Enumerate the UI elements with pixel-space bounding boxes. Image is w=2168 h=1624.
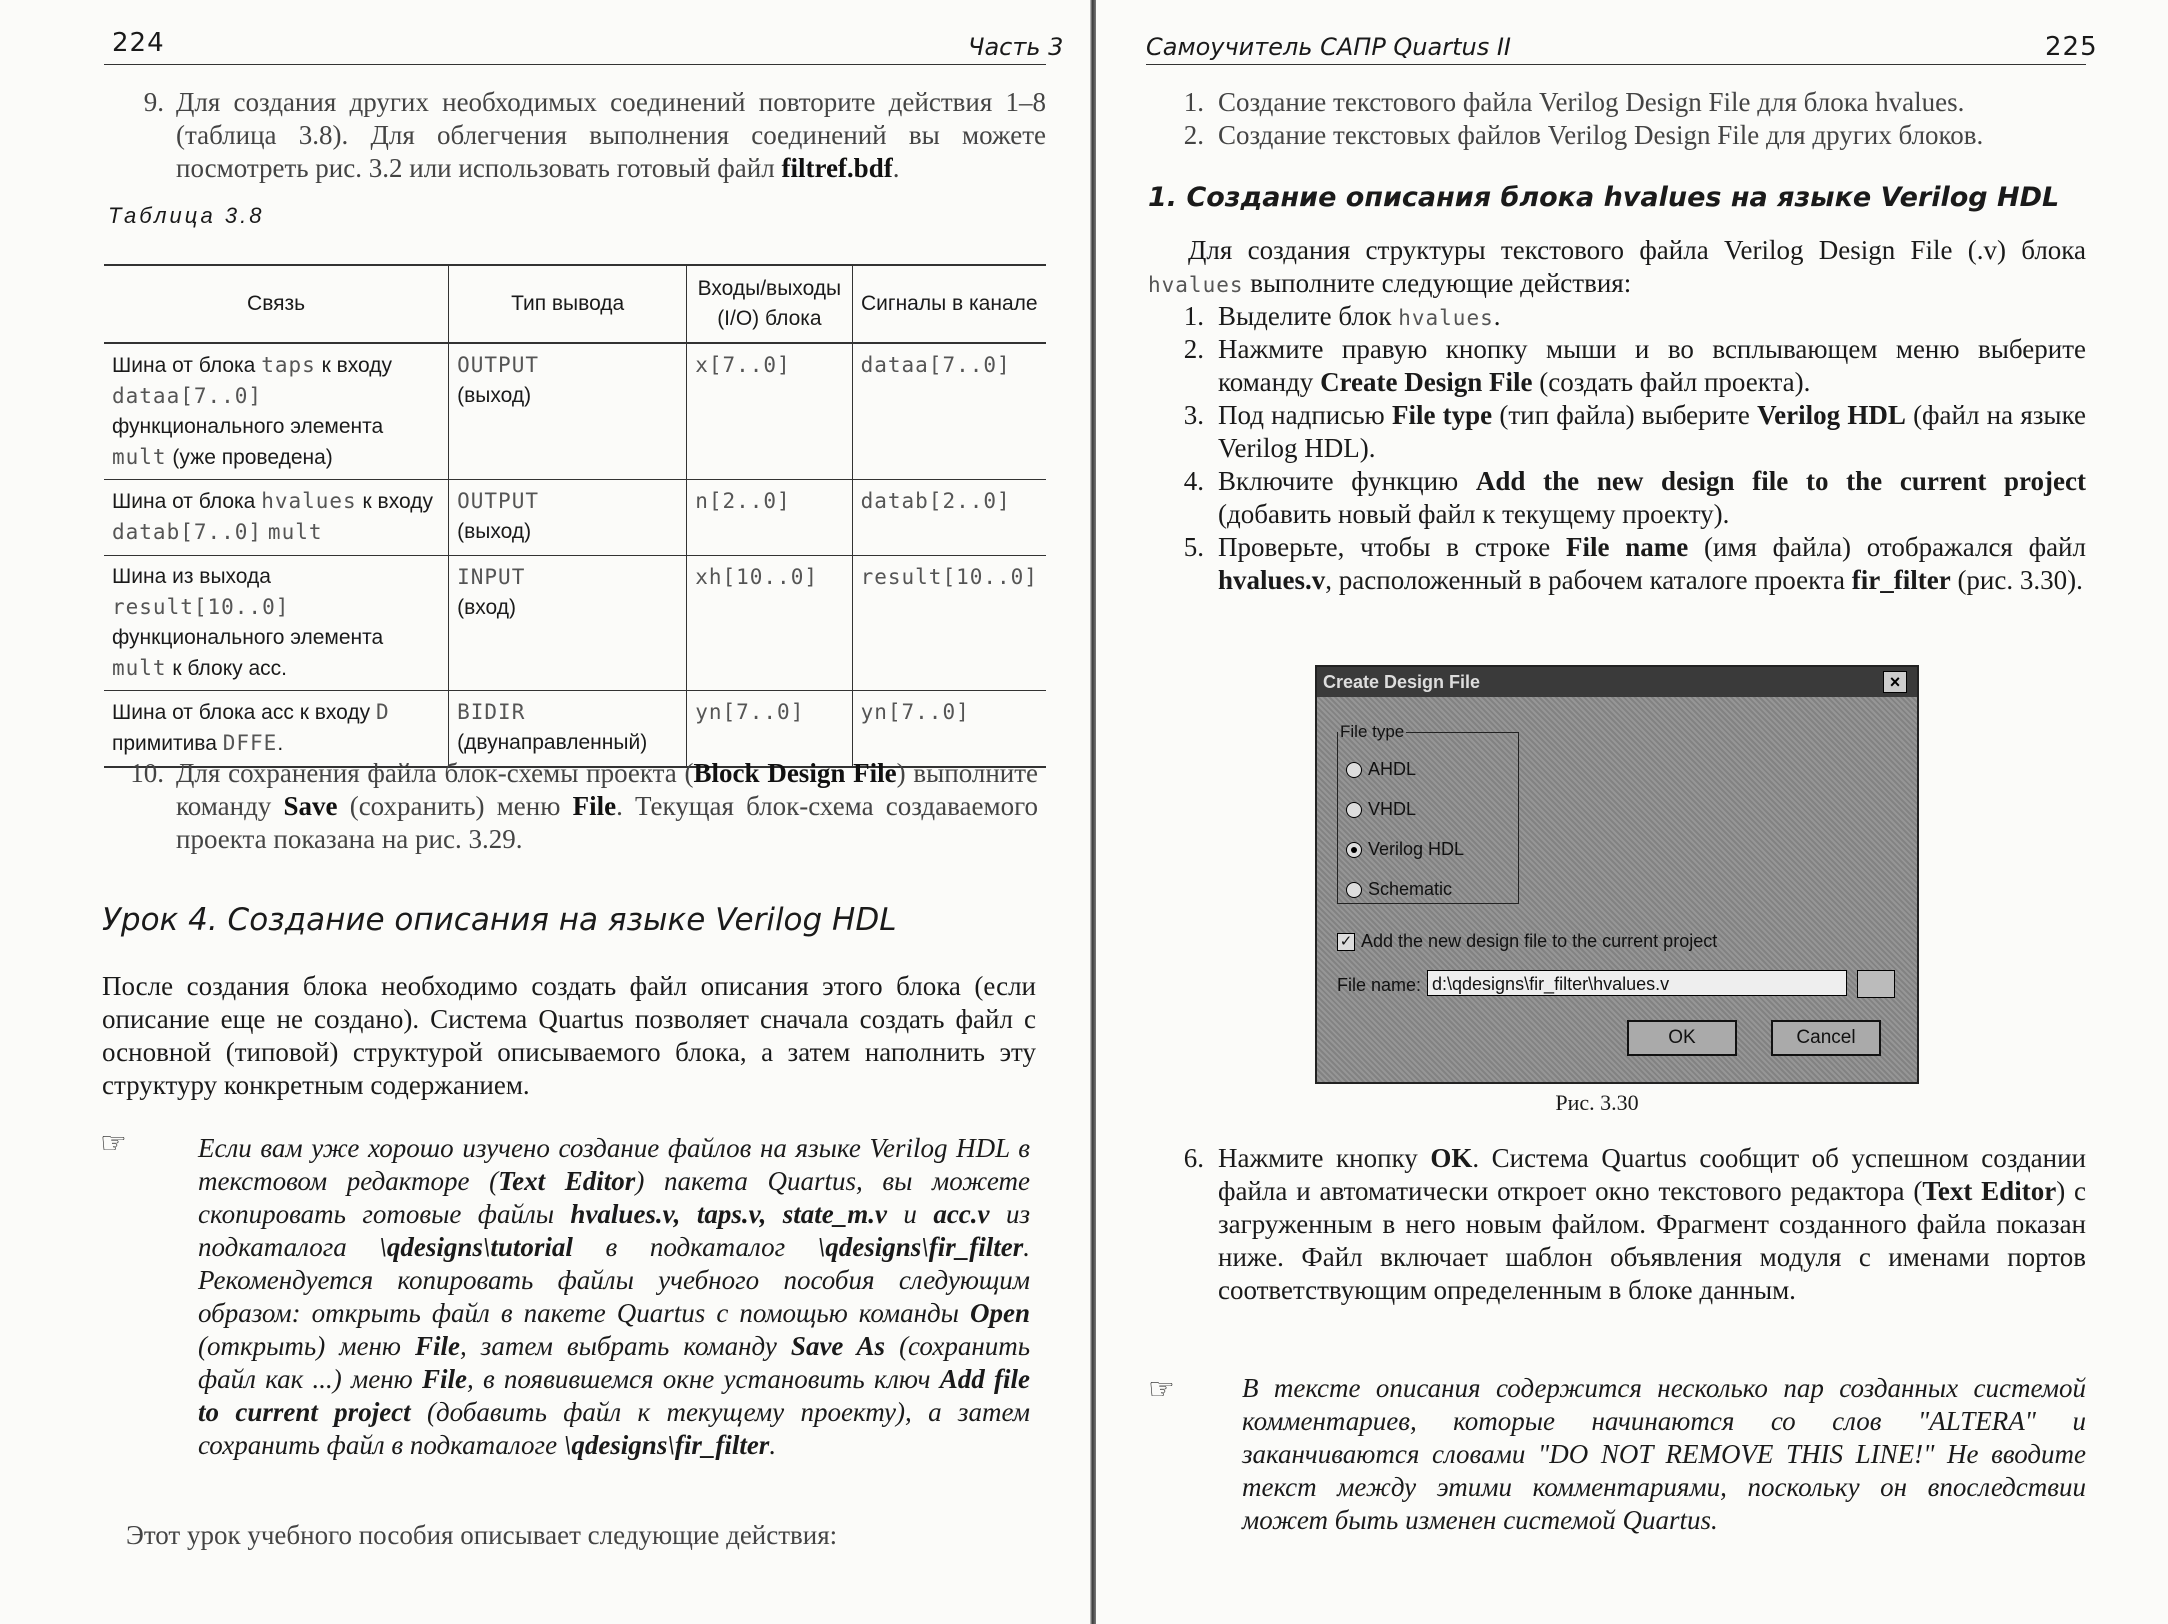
- step-3: 3. Под надписью File type (тип файла) выберите Verilog HDL (файл на языке Verilog HDL).: [1183, 400, 2086, 463]
- item-text: Для создания других необходимых соединений повторите действия 1–8 (таблица 3.8). Для облегчения выполнения соединений вы можете посмотреть рис. 3.2 или использовать готовый файл: [176, 87, 1046, 183]
- pointing-hand-icon: ☞: [1148, 1373, 1175, 1406]
- left-running-head: Часть 3: [968, 33, 1064, 61]
- cell-signal: yn[7..0]: [852, 691, 1046, 767]
- table-row: [104, 556, 1046, 691]
- step-2: 2. Нажмите правую кнопку мыши и во всплывающем меню выберите команду Create Design File (создать файл проекта).: [1183, 334, 2086, 397]
- cell-io: n[2..0]: [687, 480, 852, 556]
- radio-icon: [1346, 762, 1362, 778]
- dialog-title: Create Design File: [1317, 667, 1917, 697]
- cancel-button[interactable]: Cancel: [1771, 1020, 1881, 1056]
- cell-io: yn[7..0]: [687, 691, 852, 767]
- file-type-label: File type: [1340, 722, 1405, 741]
- section-heading: 1. Создание описания блока hvalues на языке Verilog HDL: [1148, 182, 2060, 213]
- note-paragraph: В тексте описания содержится несколько пар созданных системой комментариев, которые начинаются со слов "ALTERA" и заканчиваются словами "DO NOT REMOVE THIS LINE!" Не вводите текст между этими комментариями, поскольку он впоследствии может быть изменен системой Quartus.: [1242, 1373, 2086, 1535]
- file-type-group: [1337, 722, 1519, 904]
- cell-link: Шина из выхода result[10..0] функционального элемента mult к блоку acc.: [104, 556, 449, 691]
- cell-type: INPUT (вход): [449, 556, 687, 691]
- radio-icon: [1346, 802, 1362, 818]
- browse-button[interactable]: [1857, 970, 1895, 998]
- table-caption: Таблица 3.8: [108, 203, 265, 228]
- cell-signal: result[10..0]: [852, 556, 1046, 691]
- pointing-hand-icon: ☞: [100, 1127, 127, 1160]
- add-to-project-checkbox[interactable]: [1337, 929, 1717, 953]
- cell-type: BIDIR (двунаправленный): [449, 691, 687, 767]
- file-name-label: File name:: [1337, 975, 1422, 995]
- intro-paragraph: После создания блока необходимо создать файл описания этого блока (если описание еще не создано). Система Quartus позволяет сначала создать файл с основной (типовой) структурой описываемого блока, а затем наполнить эту структуру конкретным содержанием.: [102, 971, 1036, 1100]
- radio-schematic[interactable]: Schematic: [1346, 876, 1452, 902]
- cell-type: OUTPUT (выход): [449, 343, 687, 480]
- create-design-file-dialog: [1315, 665, 1919, 1084]
- cell-signal: datab[2..0]: [852, 480, 1046, 556]
- table-header-row: [104, 265, 1046, 343]
- header-rule: [1146, 64, 2086, 65]
- step-4: 4. Включите функцию Add the new design file to the current project (добавить новый файл к текущему проекту).: [1183, 466, 2086, 529]
- cell-link: Шина от блока acc к входу D примитива DFFE.: [104, 691, 449, 767]
- table-3-8: [104, 264, 1046, 768]
- right-page-number: 225: [2045, 32, 2098, 62]
- table-row: [104, 691, 1046, 767]
- step-6: 6. Нажмите кнопку OK. Система Quartus сообщит об успешном создании файла и автоматически откроет окно текстового редактора (Text Editor) с загруженным в него новым файлом. Фрагмент созданного файла показан ниже. Файл включает шаблон объявления модуля с именами портов соответствующим определенным в блоке данным.: [1183, 1143, 2087, 1305]
- col-header-signal: Сигналы в канале: [852, 265, 1046, 343]
- section-intro: Для создания структуры текстового файла Verilog Design File (.v) блока hvalues выполните следующие действия:: [1148, 235, 2086, 298]
- table-row: [104, 343, 1046, 480]
- cell-link: Шина от блока taps к входу dataa[7..0] функционального элемента mult (уже проведена): [104, 343, 449, 480]
- closing-line: Этот урок учебного пособия описывает следующие действия:: [126, 1520, 838, 1550]
- radio-verilog-hdl[interactable]: Verilog HDL: [1346, 836, 1464, 862]
- header-rule: [104, 64, 1046, 65]
- list-item-9: [124, 86, 1046, 186]
- list-item-2: 2. Создание текстовых файлов Verilog Design File для других блоков.: [1183, 120, 1984, 150]
- left-page-number: 224: [112, 28, 165, 58]
- cell-signal: dataa[7..0]: [852, 343, 1046, 480]
- checkmark-icon: ✓: [1337, 933, 1355, 951]
- list-item-1: 1. Создание текстового файла Verilog Design File для блока hvalues.: [1183, 87, 1965, 117]
- item-text-end: .: [892, 153, 900, 183]
- radio-vhdl[interactable]: VHDL: [1346, 796, 1416, 822]
- item-number: 9.: [143, 87, 164, 117]
- ok-button[interactable]: OK: [1627, 1020, 1737, 1056]
- file-name: filtref.bdf: [781, 153, 893, 183]
- col-header-io: Входы/выходы (I/O) блока: [687, 265, 852, 343]
- cell-type: OUTPUT (выход): [449, 480, 687, 556]
- step-5: 5. Проверьте, чтобы в строке File name (имя файла) отображался файл hvalues.v, расположенный в рабочем каталоге проекта fir_filter (рис. 3.30).: [1183, 532, 2086, 595]
- cell-io: x[7..0]: [687, 343, 852, 480]
- file-name-input[interactable]: d:\qdesigns\fir_filter\hvalues.v: [1427, 970, 1847, 996]
- col-header-type: Тип вывода: [449, 265, 687, 343]
- radio-ahdl[interactable]: AHDL: [1346, 756, 1416, 782]
- book-spine: [1090, 0, 1096, 1624]
- col-header-link: Связь: [104, 265, 449, 343]
- cell-link: Шина от блока hvalues к входу datab[7..0] mult: [104, 480, 449, 556]
- close-icon[interactable]: ×: [1883, 671, 1907, 693]
- radio-icon: [1346, 882, 1362, 898]
- right-running-head: Самоучитель САПР Quartus II: [1146, 33, 1512, 61]
- table-row: [104, 480, 1046, 556]
- radio-selected-icon: [1346, 842, 1362, 858]
- step-1: 1. Выделите блок hvalues.: [1183, 301, 1501, 331]
- checkbox-label: Add the new design file to the current project: [1361, 931, 1718, 951]
- lesson-heading: Урок 4. Создание описания на языке Verilog HDL: [102, 902, 897, 938]
- note-paragraph: Если вам уже хорошо изучено создание файлов на языке Verilog HDL в текстовом редакторе (Text Editor) пакета Quartus, вы можете скопировать готовые файлы hvalues.v, taps.v, state_m.v и acc.v из подкаталога \qdesigns\tutorial в подкаталог \qdesigns\fir_filter. Рекомендуется копировать файлы учебного пособия следующим образом: открыть файл в пакете Quartus с помощью команды Open (открыть) меню File, затем выбрать команду Save As (сохранить файл как ...) меню File, в появившемся окне установить ключ Add file to current project (добавить файл к текущему проекту), а затем сохранить файл в подкаталоге \qdesigns\fir_filter.: [198, 1133, 1031, 1460]
- figure-caption: Рис. 3.30: [1555, 1090, 1639, 1115]
- list-item-10: 10. Для сохранения файла блок-схемы проекта (Block Design File) выполните команду Save (сохранить) меню File. Текущая блок-схема создаваемого проекта показана на рис. 3.29.: [116, 757, 1038, 867]
- item-number: 10.: [130, 758, 164, 788]
- cell-io: xh[10..0]: [687, 556, 852, 691]
